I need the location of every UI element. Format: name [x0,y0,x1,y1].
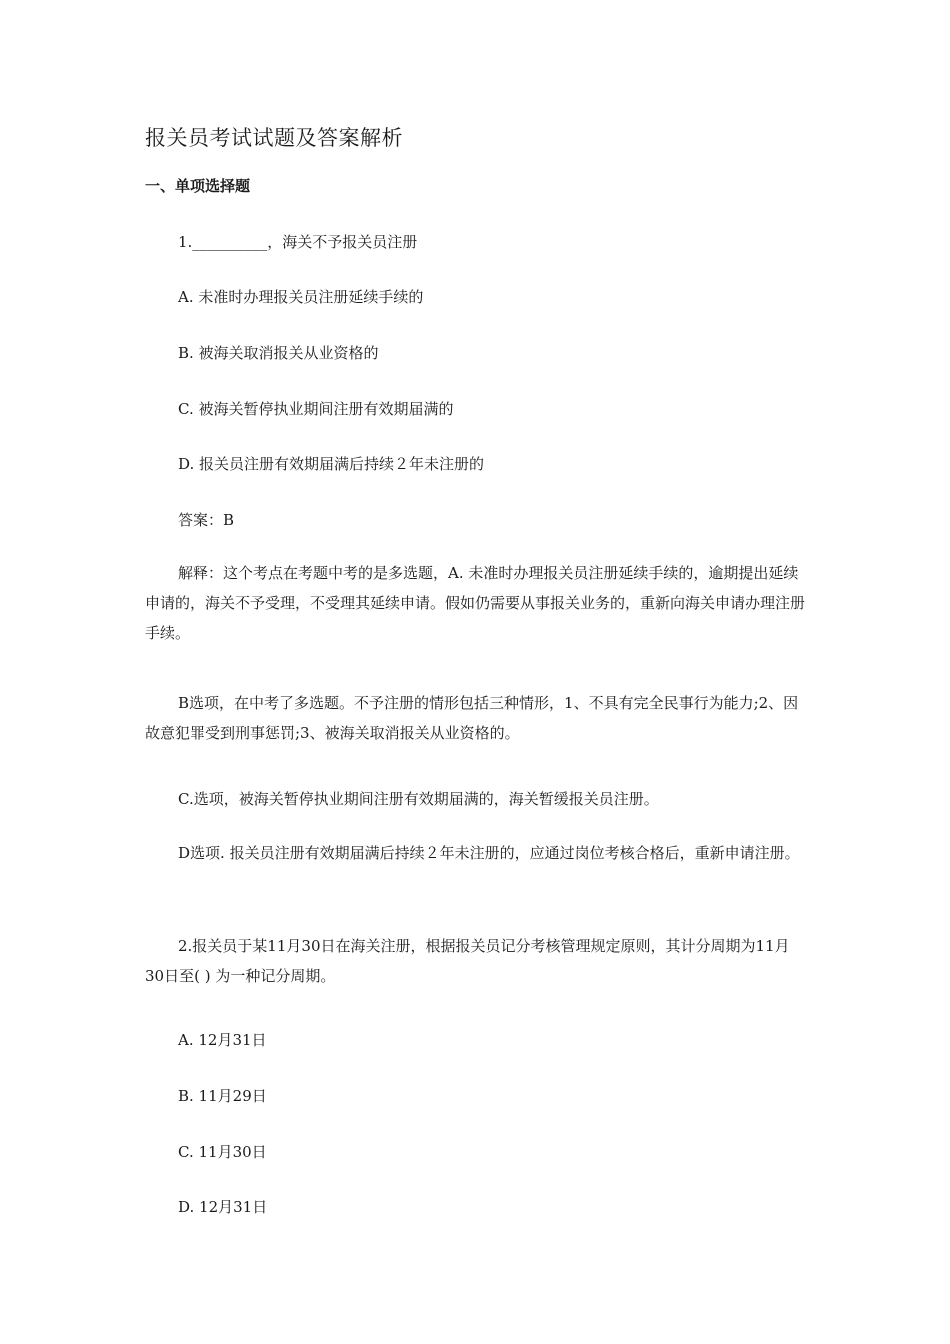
question-1-option-a: A. 未准时办理报关员注册延续手续的 [178,288,424,306]
question-1-option-c: C. 被海关暂停执业期间注册有效期届满的 [178,400,454,418]
question-2-option-d: D. 12月31日 [178,1198,268,1216]
question-2-option-b: B. 11月29日 [178,1087,267,1105]
explanation-paragraph-4: D选项. 报关员注册有效期届满后持续２年未注册的，应通过岗位考核合格后，重新申请注册。 [178,844,800,862]
explanation-paragraph-1: 解释：这个考点在考题中考的是多选题，A. 未准时办理报关员注册延续手续的，逾期提出延续申请的，海关不予受理，不受理其延续申请。假如仍需要从事报关业务的，重新向海关申请办理注册手续。 [145,564,806,642]
question-1-option-b: B. 被海关取消报关从业资格的 [178,344,379,362]
question-2-option-c: C. 11月30日 [178,1143,267,1161]
question-1-answer: 答案：B [178,511,235,529]
question-2-stem: 2.报关员于某11月30日在海关注册，根据报关员记分考核管理规定原则，其计分周期为11月30日至( ) 为一种记分周期。 [145,937,790,985]
explanation-paragraph-3: C.选项，被海关暂停执业期间注册有效期届满的，海关暂缓报关员注册。 [178,790,659,808]
explanation-paragraph-2: B选项，在中考了多选题。不予注册的情形包括三种情形，1、不具有完全民事行为能力;2、因故意犯罪受到刑事惩罚;3、被海关取消报关从业资格的。 [145,694,799,742]
question-1-option-d: D. 报关员注册有效期届满后持续２年未注册的 [178,455,485,473]
question-1-stem: 1.__________，海关不予报关员注册 [178,233,418,251]
section-heading: 一、单项选择题 [145,177,251,195]
question-2-option-a: A. 12月31日 [178,1031,267,1049]
document-title: 报关员考试试题及答案解析 [145,126,403,150]
